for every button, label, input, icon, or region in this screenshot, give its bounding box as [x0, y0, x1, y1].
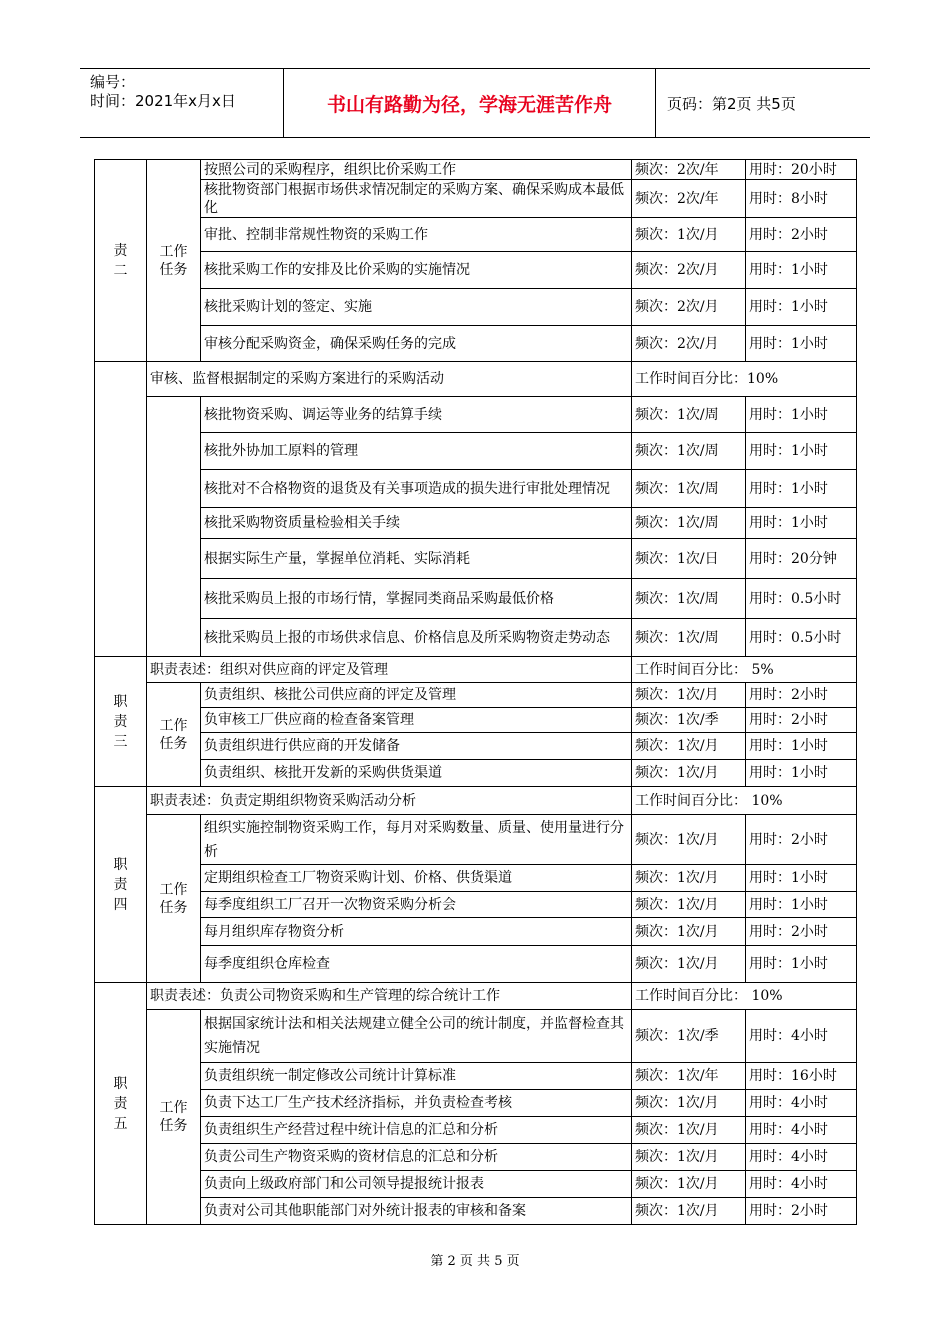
task-time: 用时：2小时 — [746, 1198, 857, 1225]
task-label: 工作任务 — [147, 160, 201, 362]
task-frequency: 频次：1次/月 — [632, 892, 746, 918]
task-time: 用时：2小时 — [746, 708, 857, 733]
task-text: 负责组织、核批开发新的采购供货渠道 — [201, 760, 632, 787]
table-row — [95, 508, 857, 539]
header-meta — [80, 69, 284, 137]
task-text: 核批采购工作的安排及比价采购的实施情况 — [201, 252, 632, 289]
table-row — [95, 1063, 857, 1090]
time-percentage: 工作时间百分比： 5% — [632, 657, 857, 683]
task-time: 用时：1小时 — [746, 946, 857, 983]
task-frequency: 频次：1次/月 — [632, 946, 746, 983]
task-time: 用时：1小时 — [746, 865, 857, 892]
header-motto: 书山有路勤为径，学海无涯苦作舟 — [284, 69, 656, 137]
page-header — [80, 68, 870, 138]
task-time: 用时：1小时 — [746, 433, 857, 470]
task-frequency: 频次：1次/周 — [632, 579, 746, 619]
table-row — [95, 1117, 857, 1144]
task-time: 用时：1小时 — [746, 733, 857, 760]
task-frequency: 频次：1次/月 — [632, 733, 746, 760]
table-row — [95, 657, 857, 683]
table-row — [95, 815, 857, 865]
section-label: 职责三 — [95, 657, 147, 787]
table-row — [95, 180, 857, 218]
table-row — [95, 683, 857, 708]
task-time: 用时：8小时 — [746, 180, 857, 218]
table-row — [95, 983, 857, 1010]
task-text: 负责组织、核批公司供应商的评定及管理 — [201, 683, 632, 708]
section-label: 职责五 — [95, 983, 147, 1225]
task-time: 用时：0.5小时 — [746, 619, 857, 657]
task-frequency: 频次：1次/月 — [632, 683, 746, 708]
task-frequency: 频次：1次/月 — [632, 815, 746, 865]
duty-description: 职责表述：负责定期组织物资采购活动分析 — [147, 787, 632, 815]
table-row — [95, 787, 857, 815]
task-label — [147, 397, 201, 657]
task-frequency: 频次：1次/月 — [632, 918, 746, 946]
time-percentage: 工作时间百分比： 10% — [632, 787, 857, 815]
duty-table — [94, 159, 857, 1225]
task-frequency: 频次：1次/季 — [632, 1010, 746, 1063]
task-frequency: 频次：2次/年 — [632, 180, 746, 218]
task-frequency: 频次：2次/月 — [632, 252, 746, 289]
task-frequency: 频次：2次/年 — [632, 160, 746, 180]
table-row — [95, 708, 857, 733]
task-frequency: 频次：1次/周 — [632, 619, 746, 657]
table-row — [95, 1010, 857, 1063]
task-text: 核批采购员上报的市场行情，掌握同类商品采购最低价格 — [201, 579, 632, 619]
task-frequency: 频次：2次/月 — [632, 289, 746, 326]
section-label: 责二 — [95, 160, 147, 362]
header-page: 页码：第2页 共5页 — [667, 94, 796, 113]
task-text: 定期组织检查工厂物资采购计划、价格、供货渠道 — [201, 865, 632, 892]
date-label: 时间：2021年x月x日 — [90, 92, 236, 110]
table-row — [95, 865, 857, 892]
task-text: 负责向上级政府部门和公司领导提报统计报表 — [201, 1171, 632, 1198]
task-text: 负责公司生产物资采购的资材信息的汇总和分析 — [201, 1144, 632, 1171]
task-text: 负责组织生产经营过程中统计信息的汇总和分析 — [201, 1117, 632, 1144]
table-row — [95, 918, 857, 946]
table-row — [95, 946, 857, 983]
task-frequency: 频次：1次/周 — [632, 470, 746, 508]
task-text: 根据国家统计法和相关法规建立健全公司的统计制度，并监督检查其实施情况 — [201, 1010, 632, 1063]
task-text: 负责组织统一制定修改公司统计计算标准 — [201, 1063, 632, 1090]
task-time: 用时：1小时 — [746, 760, 857, 787]
task-time: 用时：1小时 — [746, 508, 857, 539]
task-text: 每季度组织仓库检查 — [201, 946, 632, 983]
task-text: 核批物资采购、调运等业务的结算手续 — [201, 397, 632, 433]
task-time: 用时：4小时 — [746, 1010, 857, 1063]
task-frequency: 频次：1次/日 — [632, 539, 746, 579]
time-percentage: 工作时间百分比： 10% — [632, 983, 857, 1010]
table-row — [95, 433, 857, 470]
time-percentage: 工作时间百分比：10% — [632, 362, 857, 397]
task-label: 工作任务 — [147, 683, 201, 787]
task-time: 用时：1小时 — [746, 470, 857, 508]
task-frequency: 频次：1次/月 — [632, 218, 746, 252]
task-frequency: 频次：1次/月 — [632, 760, 746, 787]
section-label: 职责四 — [95, 787, 147, 983]
task-text: 审核分配采购资金，确保采购任务的完成 — [201, 326, 632, 362]
task-time: 用时：20小时 — [746, 160, 857, 180]
task-text: 负责下达工厂生产技术经济指标，并负责检查考核 — [201, 1090, 632, 1117]
task-time: 用时：4小时 — [746, 1090, 857, 1117]
task-text: 每月组织库存物资分析 — [201, 918, 632, 946]
table-row — [95, 1144, 857, 1171]
number-label: 编号： — [90, 73, 136, 91]
task-text: 组织实施控制物资采购工作，每月对采购数量、质量、使用量进行分析 — [201, 815, 632, 865]
task-text: 核批采购计划的签定、实施 — [201, 289, 632, 326]
task-text: 负责对公司其他职能部门对外统计报表的审核和备案 — [201, 1198, 632, 1225]
task-text: 核批外协加工原料的管理 — [201, 433, 632, 470]
table-row — [95, 289, 857, 326]
table-row — [95, 470, 857, 508]
task-time: 用时：20分钟 — [746, 539, 857, 579]
task-frequency: 频次：1次/周 — [632, 508, 746, 539]
task-text: 核批物资部门根据市场供求情况制定的采购方案、确保采购成本最低化 — [201, 180, 632, 218]
duty-description: 职责表述：负责公司物资采购和生产管理的综合统计工作 — [147, 983, 632, 1010]
task-frequency: 频次：1次/月 — [632, 1144, 746, 1171]
table-row — [95, 397, 857, 433]
task-text: 审批、控制非常规性物资的采购工作 — [201, 218, 632, 252]
task-time: 用时：1小时 — [746, 289, 857, 326]
task-time: 用时：16小时 — [746, 1063, 857, 1090]
task-text: 每季度组织工厂召开一次物资采购分析会 — [201, 892, 632, 918]
task-time: 用时：2小时 — [746, 218, 857, 252]
task-frequency: 频次：1次/月 — [632, 1117, 746, 1144]
task-text: 核批采购物资质量检验相关手续 — [201, 508, 632, 539]
section-label — [95, 362, 147, 657]
task-time: 用时：0.5小时 — [746, 579, 857, 619]
table-row — [95, 579, 857, 619]
task-time: 用时：1小时 — [746, 892, 857, 918]
page-footer: 第 2 页 共 5 页 — [430, 1254, 520, 1269]
task-time: 用时：4小时 — [746, 1144, 857, 1171]
task-time: 用时：1小时 — [746, 326, 857, 362]
table-row — [95, 326, 857, 362]
task-text: 负责组织进行供应商的开发储备 — [201, 733, 632, 760]
task-frequency: 频次：1次/月 — [632, 1171, 746, 1198]
task-text: 按照公司的采购程序，组织比价采购工作 — [201, 160, 632, 180]
task-text: 负审核工厂供应商的检查备案管理 — [201, 708, 632, 733]
task-time: 用时：4小时 — [746, 1171, 857, 1198]
task-frequency: 频次：1次/周 — [632, 397, 746, 433]
task-time: 用时：4小时 — [746, 1117, 857, 1144]
table-row — [95, 252, 857, 289]
table-row — [95, 760, 857, 787]
task-text: 核批采购员上报的市场供求信息、价格信息及所采购物资走势动态 — [201, 619, 632, 657]
task-text: 根据实际生产量，掌握单位消耗、实际消耗 — [201, 539, 632, 579]
task-frequency: 频次：1次/年 — [632, 1063, 746, 1090]
table-row — [95, 539, 857, 579]
duty-description: 职责表述：组织对供应商的评定及管理 — [147, 657, 632, 683]
task-frequency: 频次：1次/月 — [632, 1090, 746, 1117]
table-row — [95, 1090, 857, 1117]
table-row — [95, 218, 857, 252]
task-time: 用时：2小时 — [746, 815, 857, 865]
task-label: 工作任务 — [147, 1010, 201, 1225]
task-text: 核批对不合格物资的退货及有关事项造成的损失进行审批处理情况 — [201, 470, 632, 508]
task-time: 用时：1小时 — [746, 252, 857, 289]
task-time: 用时：2小时 — [746, 683, 857, 708]
table-row — [95, 619, 857, 657]
table-row — [95, 1171, 857, 1198]
task-label: 工作任务 — [147, 815, 201, 983]
task-frequency: 频次：1次/周 — [632, 433, 746, 470]
task-time: 用时：1小时 — [746, 397, 857, 433]
task-frequency: 频次：1次/月 — [632, 1198, 746, 1225]
task-frequency: 频次：1次/季 — [632, 708, 746, 733]
duty-description: 审核、监督根据制定的采购方案进行的采购活动 — [147, 362, 632, 397]
table-row — [95, 1198, 857, 1225]
table-row — [95, 160, 857, 180]
task-frequency: 频次：1次/月 — [632, 865, 746, 892]
table-row — [95, 733, 857, 760]
task-frequency: 频次：2次/月 — [632, 326, 746, 362]
table-row — [95, 892, 857, 918]
table-row — [95, 362, 857, 397]
task-time: 用时：2小时 — [746, 918, 857, 946]
